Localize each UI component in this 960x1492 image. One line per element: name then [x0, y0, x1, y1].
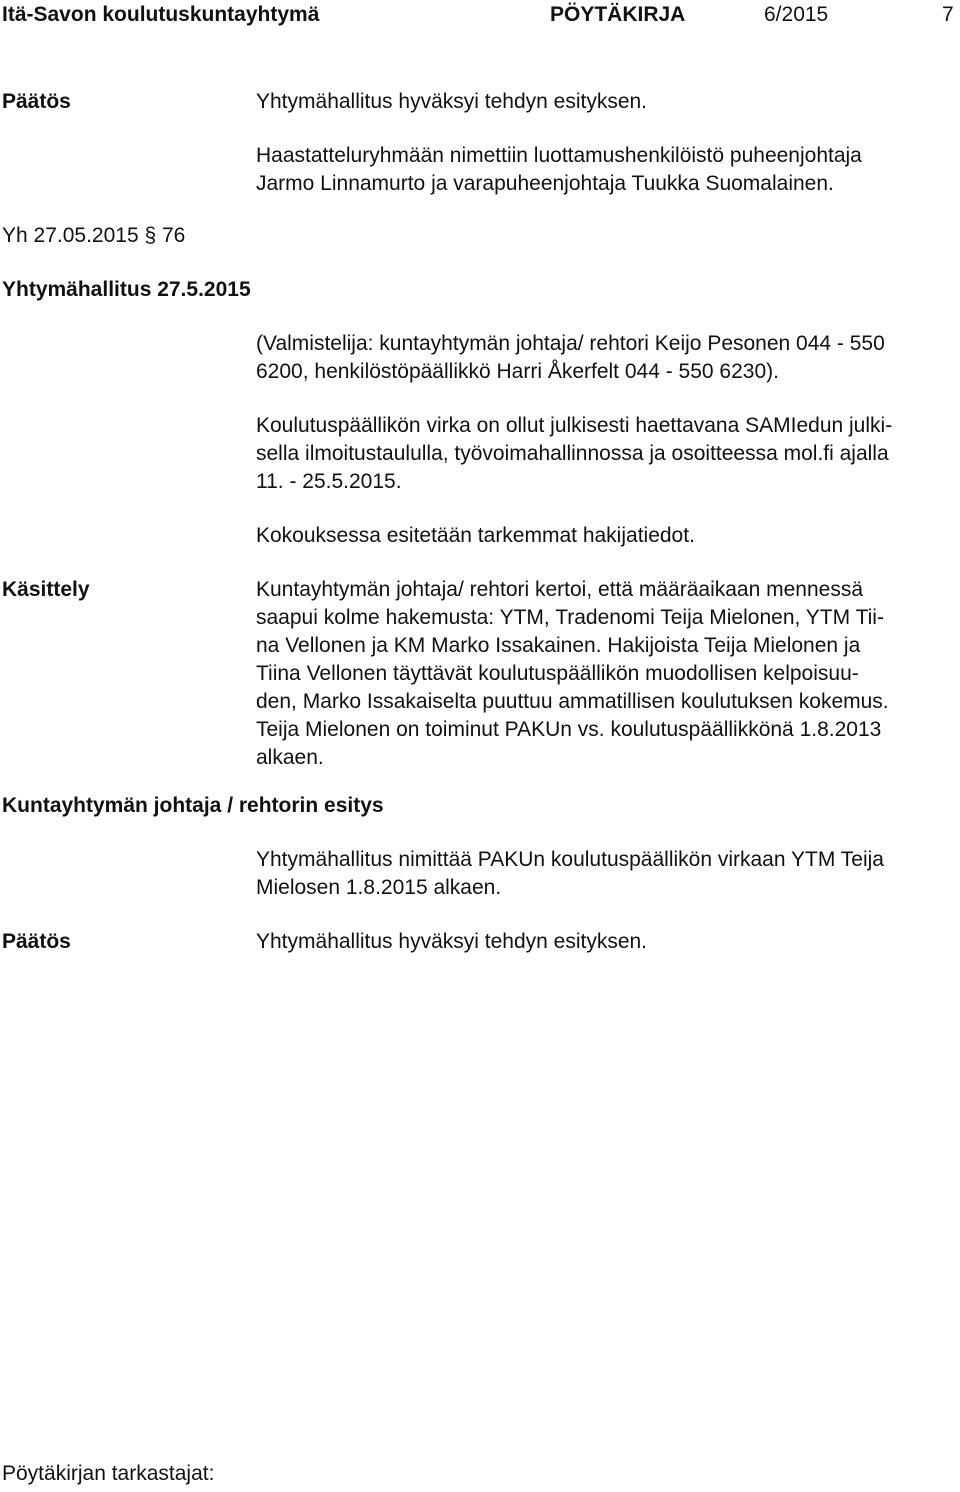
paragraph-line: Teija Mielonen on toiminut PAKUn vs. koulutuspäällikkönä 1.8.2013 — [256, 718, 882, 741]
preparer-paragraph — [256, 330, 885, 386]
decision-label: Päätös — [2, 90, 71, 113]
paragraph-line: Haastatteluryhmään nimettiin luottamushenkilöistö puheenjohtaja — [256, 144, 862, 167]
proposal-heading: Kuntayhtymän johtaja / rehtorin esitys — [2, 794, 384, 817]
handling-paragraph — [256, 576, 889, 772]
document-type: PÖYTÄKIRJA — [550, 3, 686, 26]
section-heading: Yhtymähallitus 27.5.2015 — [2, 278, 251, 301]
paragraph-line: Kuntayhtymän johtaja/ rehtori kertoi, että määräaikaan mennessä — [256, 578, 864, 601]
paragraph-line: 11. - 25.5.2015. — [256, 470, 402, 493]
decision-text: Yhtymähallitus hyväksyi tehdyn esityksen. — [256, 930, 648, 953]
section-reference: Yh 27.05.2015 § 76 — [2, 224, 186, 247]
paragraph-line: na Vellonen ja KM Marko Issakainen. Hakijoista Teija Mielonen ja — [256, 634, 861, 657]
paragraph-line: Jarmo Linnamurto ja varapuheenjohtaja Tuukka Suomalainen. — [256, 172, 834, 195]
decision-label: Päätös — [2, 930, 71, 953]
paragraph-line: alkaen. — [256, 746, 324, 769]
vacancy-paragraph — [256, 412, 892, 496]
paragraph-line: sella ilmoitustaululla, työvoimahallinnossa ja osoitteessa mol.fi ajalla — [256, 442, 889, 465]
paragraph-line: Koulutuspäällikön virka on ollut julkisesti haettavana SAMIedun julki- — [256, 414, 893, 437]
organization-name: Itä-Savon koulutuskuntayhtymä — [2, 3, 320, 26]
paragraph-line: Tiina Vellonen täyttävät koulutuspäällikön muodollisen kelpoisuu- — [256, 662, 859, 685]
paragraph-line: (Valmistelija: kuntayhtymän johtaja/ rehtori Keijo Pesonen 044 - 550 — [256, 332, 885, 355]
appointment-paragraph — [256, 142, 862, 198]
paragraph-line: 6200, henkilöstöpäällikkö Harri Åkerfelt 044 - 550 6230). — [256, 360, 779, 383]
paragraph-line: den, Marko Issakaiselta puuttuu ammatillisen koulutuksen kokemus. — [256, 690, 889, 713]
paragraph-line: Yhtymähallitus nimittää PAKUn koulutuspäällikön virkaan YTM Teija — [256, 848, 884, 871]
reviewers-label: Pöytäkirjan tarkastajat: — [2, 1462, 215, 1485]
page-number: 7 — [942, 3, 954, 26]
decision-text: Yhtymähallitus hyväksyi tehdyn esityksen. — [256, 90, 648, 113]
paragraph-line: saapui kolme hakemusta: YTM, Tradenomi Teija Mielonen, YTM Tii- — [256, 606, 884, 629]
document-number: 6/2015 — [764, 3, 829, 26]
handling-label: Käsittely — [2, 578, 90, 601]
paragraph-line: Mielosen 1.8.2015 alkaen. — [256, 876, 502, 899]
meeting-info: Kokouksessa esitetään tarkemmat hakijatiedot. — [256, 524, 695, 547]
proposal-paragraph — [256, 846, 884, 902]
